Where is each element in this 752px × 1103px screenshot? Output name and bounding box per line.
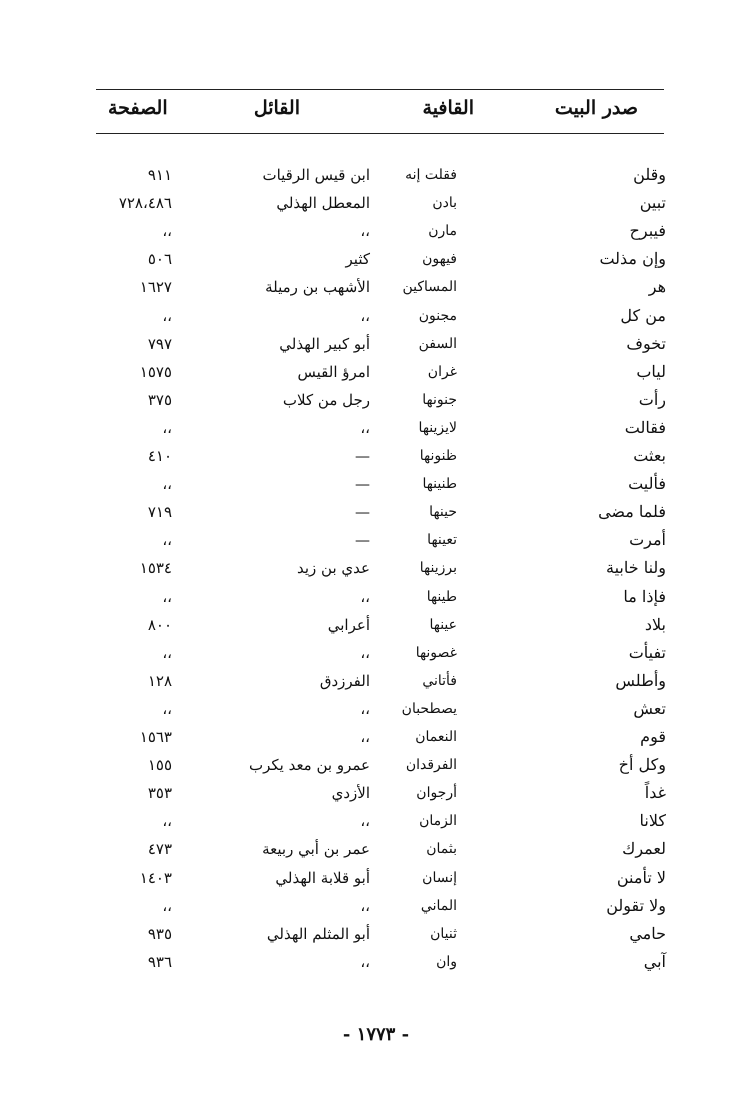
table-row <box>0 249 752 277</box>
cell-al-safha: ،، <box>162 896 172 915</box>
cell-al-qail: ،، <box>360 643 370 662</box>
cell-al-qail: ،، <box>360 896 370 915</box>
cell-al-qafiya: النعمان <box>415 729 457 745</box>
cell-sadr-al-bayt: غداً <box>644 783 666 803</box>
cell-al-qafiya: لايزينها <box>418 419 457 436</box>
cell-al-qafiya: بثمان <box>426 841 457 858</box>
cell-al-safha: ،، <box>162 475 172 494</box>
cell-al-qail: ،، <box>360 952 370 971</box>
cell-al-safha: ،، <box>162 643 172 662</box>
cell-al-qafiya: برزينها <box>419 560 457 577</box>
table-row <box>0 727 752 755</box>
cell-al-qafiya: حينها <box>429 504 457 521</box>
cell-al-qafiya: إنسان <box>422 869 457 886</box>
cell-al-safha: ٩٣٥ <box>147 924 172 943</box>
cell-al-qail: — <box>355 447 370 465</box>
cell-sadr-al-bayt: وكل أخ <box>618 755 666 775</box>
cell-al-qail: أبو المثلم الهذلي <box>266 924 370 943</box>
cell-sadr-al-bayt: لعمرك <box>622 839 666 859</box>
cell-al-safha: ٥٠٦ <box>147 250 172 269</box>
cell-al-safha: ٤١٠ <box>147 447 172 465</box>
table-row <box>0 446 752 474</box>
page-number: - ١٧٧٣ - <box>342 1024 410 1045</box>
table-row <box>0 558 752 586</box>
cell-sadr-al-bayt: تبين <box>639 193 666 213</box>
cell-al-qail: عدي بن زيد <box>297 559 370 578</box>
cell-sadr-al-bayt: فإذا ما <box>623 586 666 606</box>
table-row <box>0 615 752 643</box>
cell-al-qafiya: فقلت إنه <box>405 167 457 183</box>
table-row <box>0 811 752 839</box>
cell-al-qafiya: عينها <box>429 616 457 633</box>
cell-al-qail: الفرزدق <box>319 671 370 690</box>
cell-al-qafiya: السفن <box>418 335 457 352</box>
cell-al-qafiya: يصطحبان <box>401 700 457 717</box>
cell-al-safha: ١٥٧٥ <box>139 362 172 381</box>
cell-al-safha: ،، <box>162 699 172 718</box>
cell-sadr-al-bayt: أمرت <box>629 530 666 550</box>
column-header-al-qafiya: القافية <box>422 97 474 119</box>
cell-sadr-al-bayt: حامي <box>629 923 666 943</box>
cell-al-safha: ١٦٢٧ <box>139 278 172 297</box>
cell-al-safha: ،، <box>162 812 172 831</box>
cell-al-qafiya: مارن <box>428 223 457 240</box>
cell-al-qail: كثير <box>345 250 370 269</box>
cell-al-qail: أعرابي <box>327 615 370 634</box>
cell-sadr-al-bayt: هر <box>648 277 666 297</box>
column-header-al-qail: القائل <box>253 97 300 119</box>
cell-al-qafiya: طينها <box>426 588 457 605</box>
cell-al-safha: ١٥٣٤ <box>139 559 172 578</box>
cell-al-qafiya: مجنون <box>418 307 457 324</box>
column-header-al-safha: الصفحة <box>108 97 168 119</box>
cell-al-safha: ،، <box>162 418 172 437</box>
table-row <box>0 165 752 193</box>
cell-al-safha: ٣٥٣ <box>147 784 172 803</box>
cell-al-qafiya: الزمان <box>419 813 457 830</box>
cell-al-qafiya: أرجوان <box>416 785 457 802</box>
table-row <box>0 221 752 249</box>
table-row <box>0 362 752 390</box>
cell-al-qail: أبو قلابة الهذلي <box>275 868 370 887</box>
cell-sadr-al-bayt: آبي <box>643 951 666 971</box>
cell-al-safha: ،، <box>162 222 172 241</box>
cell-al-safha: ١٥٥ <box>147 756 172 775</box>
table-row <box>0 896 752 924</box>
cell-al-safha: ٤٧٣ <box>147 840 172 859</box>
cell-al-qail: ،، <box>360 418 370 437</box>
cell-sadr-al-bayt: تخوف <box>626 333 666 353</box>
cell-al-qail: ،، <box>360 728 370 746</box>
cell-sadr-al-bayt: فلما مضى <box>598 502 666 522</box>
table-row <box>0 474 752 502</box>
cell-al-safha: ٧١٩ <box>147 503 172 522</box>
table-row <box>0 699 752 727</box>
table-row <box>0 783 752 811</box>
cell-sadr-al-bayt: فأليت <box>628 474 666 494</box>
cell-al-safha: ،، <box>162 306 172 325</box>
table-row <box>0 277 752 305</box>
table-row <box>0 306 752 334</box>
cell-al-qafiya: فيهون <box>422 251 457 268</box>
cell-sadr-al-bayt: تعش <box>633 698 666 718</box>
cell-al-qafiya: ثنيان <box>430 925 457 942</box>
cell-sadr-al-bayt: لياب <box>636 361 666 381</box>
cell-sadr-al-bayt: بلاد <box>644 614 666 634</box>
cell-al-qail: عمر بن أبي ربيعة <box>262 840 370 859</box>
cell-sadr-al-bayt: لا تأمنن <box>616 867 666 887</box>
cell-al-qafiya: طنينها <box>422 476 457 493</box>
cell-al-qafiya: جنونها <box>422 391 457 408</box>
table-row <box>0 839 752 867</box>
cell-al-qafiya: وان <box>436 953 457 970</box>
cell-al-qafiya: غران <box>427 363 457 380</box>
cell-al-qail: رجل من كلاب <box>282 390 370 409</box>
cell-sadr-al-bayt: وقلن <box>633 165 666 184</box>
cell-al-safha: ١٤٠٣ <box>139 868 172 887</box>
cell-sadr-al-bayt: تفيأت <box>628 642 666 662</box>
cell-al-qail: الأشهب بن رميلة <box>265 278 370 297</box>
cell-al-qafiya: غصونها <box>415 644 457 661</box>
cell-al-qail: ،، <box>360 587 370 606</box>
table-row <box>0 671 752 699</box>
table-row <box>0 755 752 783</box>
cell-al-qafiya: الفرقدان <box>405 757 457 774</box>
cell-al-qail: الأزدي <box>331 784 370 803</box>
table-row <box>0 530 752 558</box>
cell-sadr-al-bayt: فيبرح <box>629 221 666 241</box>
cell-al-qafiya: المساكين <box>402 279 457 296</box>
table-row <box>0 334 752 362</box>
cell-al-safha: ٧٩٧ <box>147 334 172 353</box>
table-row <box>0 587 752 615</box>
cell-al-qail: المعطل الهذلي <box>276 194 370 213</box>
cell-sadr-al-bayt: وإن مذلت <box>599 249 666 269</box>
cell-al-qail: ،، <box>360 306 370 325</box>
cell-sadr-al-bayt: فقالت <box>624 417 666 437</box>
cell-al-qafiya: ظنونها <box>419 448 457 464</box>
cell-al-safha: ٧٢٨،٤٨٦ <box>118 194 172 213</box>
header-bottom-rule <box>96 133 664 134</box>
cell-al-qafiya: بادن <box>432 195 457 212</box>
column-header-sadr-al-bayt: صدر البيت <box>554 97 638 119</box>
cell-al-qail: عمرو بن معد يكرب <box>248 756 370 775</box>
table-row <box>0 502 752 530</box>
cell-sadr-al-bayt: من كل <box>620 305 666 325</box>
cell-al-qail: ابن قيس الرقيات <box>262 166 370 184</box>
cell-sadr-al-bayt: بعثت <box>633 446 666 465</box>
cell-sadr-al-bayt: قوم <box>640 727 666 746</box>
cell-al-safha: ٩٣٦ <box>147 952 172 971</box>
cell-al-qail: أبو كبير الهذلي <box>279 334 370 353</box>
table-row <box>0 924 752 952</box>
cell-al-qafiya: فأتاني <box>422 672 457 689</box>
table-row <box>0 868 752 896</box>
cell-sadr-al-bayt: ولنا خابية <box>605 558 666 578</box>
cell-al-qail: — <box>355 531 370 550</box>
cell-al-safha: ٨٠٠ <box>147 615 172 634</box>
cell-al-qail: — <box>355 503 370 522</box>
cell-al-safha: ١٢٨ <box>147 671 172 690</box>
cell-sadr-al-bayt: كلانا <box>639 811 666 831</box>
cell-sadr-al-bayt: وأطلس <box>615 670 666 690</box>
cell-al-safha: ٣٧٥ <box>147 390 172 409</box>
cell-sadr-al-bayt: رأت <box>638 389 666 409</box>
table-row <box>0 418 752 446</box>
cell-al-qail: ،، <box>360 699 370 718</box>
cell-al-qafiya: الماني <box>420 897 457 914</box>
cell-al-qafiya: تعينها <box>427 532 457 549</box>
cell-al-qail: امرؤ القيس <box>297 362 370 381</box>
cell-al-qail: ،، <box>360 812 370 831</box>
cell-al-safha: ،، <box>162 587 172 606</box>
cell-al-safha: ١٥٦٣ <box>139 728 172 746</box>
header-top-rule <box>96 89 664 90</box>
cell-al-qail: — <box>355 475 370 494</box>
cell-sadr-al-bayt: ولا تقولن <box>606 895 666 915</box>
cell-al-qail: ،، <box>360 222 370 241</box>
table-row <box>0 643 752 671</box>
cell-al-safha: ،، <box>162 531 172 550</box>
table-row <box>0 952 752 980</box>
table-row <box>0 390 752 418</box>
table-row <box>0 193 752 221</box>
cell-al-safha: ٩١١ <box>147 166 172 184</box>
